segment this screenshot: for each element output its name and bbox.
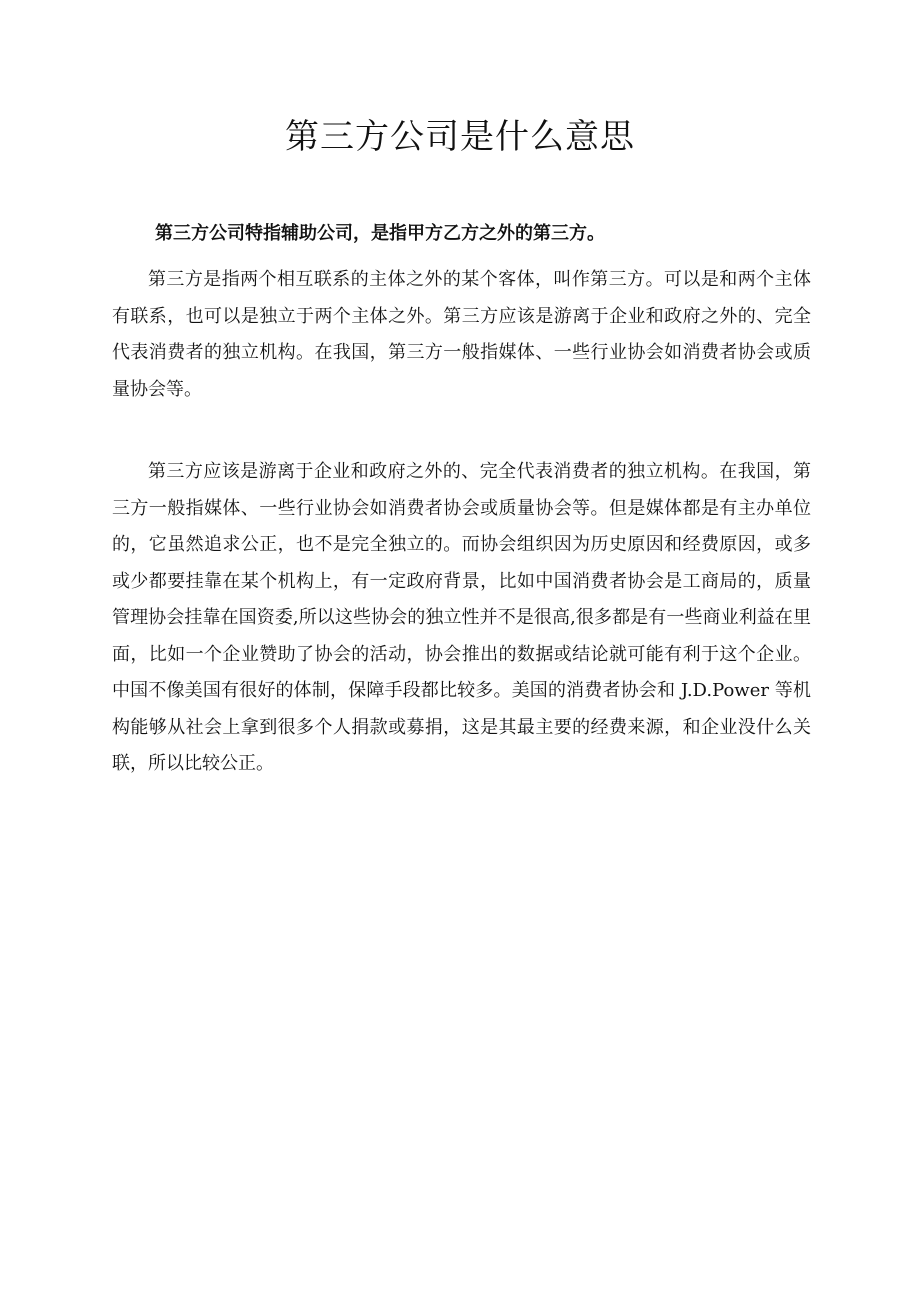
body-paragraph: 第三方应该是游离于企业和政府之外的、完全代表消费者的独立机构。在我国，第三方一般指媒体、一些行业协会如消费者协会或质量协会等。但是媒体都是有主办单位的，它虽然追求公正，也不是完全独立的。而协会组织因为历史原因和经费原因，或多或少都要挂靠在某个机构上，有一定政府背景，比如中国消费者协会是工商局的，质量管理协会挂靠在国资委,所以这些协会的独立性并不是很高,很多都是有一些商业利益在里面，比如一个企业赞助了协会的活动，协会推出的数据或结论就可能有利于这个企业。中国不像美国有很好的体制，保障手段都比较多。美国的消费者协会和 J.D.Power 等机构能够从社会上拿到很多个人捐款或募捐，这是其最主要的经费来源，和企业没什么关联，所以比较公正。 [112,461,811,774]
lead-sentence: 第三方公司特指辅助公司，是指甲方乙方之外的第三方。 [155,223,605,244]
page-title: 第三方公司是什么意思 [285,117,635,157]
body-paragraph: 第三方是指两个相互联系的主体之外的某个客体，叫作第三方。可以是和两个主体有联系，也可以是独立于两个主体之外。第三方应该是游离于企业和政府之外的、完全代表消费者的独立机构。在我国，第三方一般指媒体、一些行业协会如消费者协会或质量协会等。 [112,269,811,400]
